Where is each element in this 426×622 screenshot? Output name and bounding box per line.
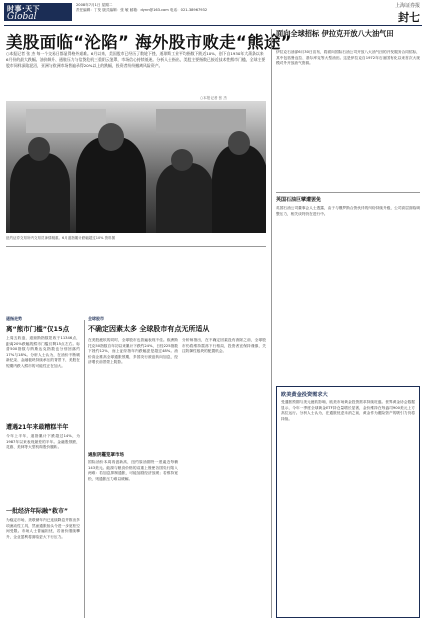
mid-title: 不确定因素太多 全球股市有点无所适从: [88, 325, 210, 333]
photo-board: [26, 109, 106, 133]
box-title: 欧美黄金投资需求大: [281, 392, 328, 398]
right-body-2: 英国石油公司董事会人士透露，由于与俄罗斯合资伙伴的纠纷持续升级，公司高层面临调整压力，相关谈判仍在进行中。: [276, 206, 420, 216]
left-body-2: 今年上半年，道指累计下跌超过14%，为1987年以来表现最差的半年。金融股领跌，花旗、美林等大型机构股价腰斩。: [6, 434, 80, 450]
main-lede: ○本报记者 张 杰 每一个交易日都显得格外艰难。6月以来，美国股市已经历了数轮下挫，道琼斯工业平均指数下跌近10%，创下自1930年大萧条以来6月份的最大跌幅。油价飙升、通胀压力与信贷危机三重阴云笼罩，市场信心持续低迷。分析人士指出，美股主要指数已接近技术性熊市门槛，全球主要股市同样深陷泥沼，亚洲与欧洲市场普遍录得20%以上的跌幅，投资者纷纷撤离风险资产。: [6, 51, 266, 68]
right-headline: 面向全球招标 伊拉克开放八大油气田: [276, 29, 394, 38]
right-title-2: 英国石油巨擘遭罢免: [276, 197, 322, 203]
left-body: 上周五收盘，道琼斯指数报收于11346点，距离20%跌幅的熊市门槛仅剩15点左右。标普500指数与纳斯达克指数也分别回落约17%与18%。分析人士认为，在油价不断刷新纪录、金融板块持续承压的背景下，美股在短期内跌入熊市的可能性正在加大。: [6, 336, 80, 368]
divider: [6, 246, 266, 247]
photo-figure: [171, 149, 193, 171]
divider: [276, 192, 420, 193]
left-title-2: 遭遇21年来最糟糕半年: [6, 424, 69, 431]
mid-body-2: 国际油价本周再创新高，纽约原油期货一度逼近每桶143美元。能源与粮食价格的双重上涨使各国央行陷入两难：若加息抑制通胀，可能加剧经济放缓；若维持宽松，则通胀压力难以缓解。: [88, 460, 178, 481]
photo-figure: [28, 137, 50, 161]
main-byline: ○本报记者 张 杰: [200, 96, 227, 100]
left-title: 离“熊市门槛”仅15点: [6, 325, 70, 333]
photo-board: [156, 109, 246, 133]
page-number: 封七: [398, 11, 420, 24]
mid-tag: 全球股市: [88, 316, 104, 321]
section-badge: [4, 3, 72, 21]
section-name-cn: 时事·天下: [7, 5, 41, 13]
masthead-rule: [4, 25, 422, 26]
photo-figure: [212, 145, 266, 233]
mid-body: 在美股疲软的同时，全球股市也普遍表现不佳。欧洲斯托克50指数自年初以来累计下跌约24%，日经225指数下挫约12%，而上证综指年内跌幅更是超过48%。油价高企推高全球通胀预期，多国央行被迫转向加息，经济增长前景蒙上阴影。: [88, 338, 178, 365]
photo-figure: [228, 131, 250, 155]
mid-body-3: 分析师指出，在不确定因素没有消除之前，全球股市仍将维持震荡下行格局，投资者宜保持谨慎，关注防御性板块的配置机会。: [182, 338, 266, 354]
masthead: [0, 0, 426, 24]
photo-caption: 纽约证券交易所内交易员神情凝重。6月道指累计跌幅超过10% 资料图: [6, 236, 116, 240]
paper-name: 上海证券报: [394, 3, 420, 9]
column-divider: [271, 29, 272, 618]
photo-figure: [10, 153, 70, 233]
masthead-info: [76, 3, 306, 13]
issue-date: 2008年7月1日 星期二: [76, 3, 113, 7]
mid-title-2: 通胀阴霾笼罩市场: [88, 453, 124, 458]
right-body: 伊拉克石油部6月30日宣布，将面向国际石油公司开放八大油气田的开发服务合同招标，其中包括鲁迈拉、基尔库克等大型油田。这是伊拉克自1972年石油国有化以来首次大规模对外开放油气资源。: [276, 50, 420, 66]
section-name-en: Global: [7, 12, 37, 22]
box-body: 受通胀预期与美元疲软影响，欧美市场黄金投资需求持续旺盛。世界黄金协会数据显示，今年一季度全球黄金ETF持仓量增长显著，金价维持在每盎司900美元上方高位运行。分析人士认为，在通胀忧虑未消之前，黄金作为避险资产的吸引力仍将持续。: [281, 400, 415, 421]
left-body-3: 为稳定市场，美联储年内已连续降息并推出多项流动性工具，然而通胀抬头令进一步宽松空间受限。市场人士普遍担忧，若油价继续攀升，企业盈利将面临更大下行压力。: [6, 518, 80, 539]
column-divider: [84, 320, 85, 618]
editor-line: 责任编辑：丁发 版式编辑：张 敏 邮箱：dynn@163.com 电话：021-38967932: [76, 8, 208, 12]
photo-figure: [98, 123, 124, 151]
main-headline: 美股面临“沦陷” 海外股市败走“熊途”: [6, 33, 292, 52]
photo-figure: [76, 137, 146, 233]
left-title-3: 一批经济年际融“救市”: [6, 508, 68, 515]
photo-figure: [156, 163, 214, 233]
left-tag: 道指走势: [6, 316, 22, 321]
trading-floor-photo: [6, 101, 266, 233]
